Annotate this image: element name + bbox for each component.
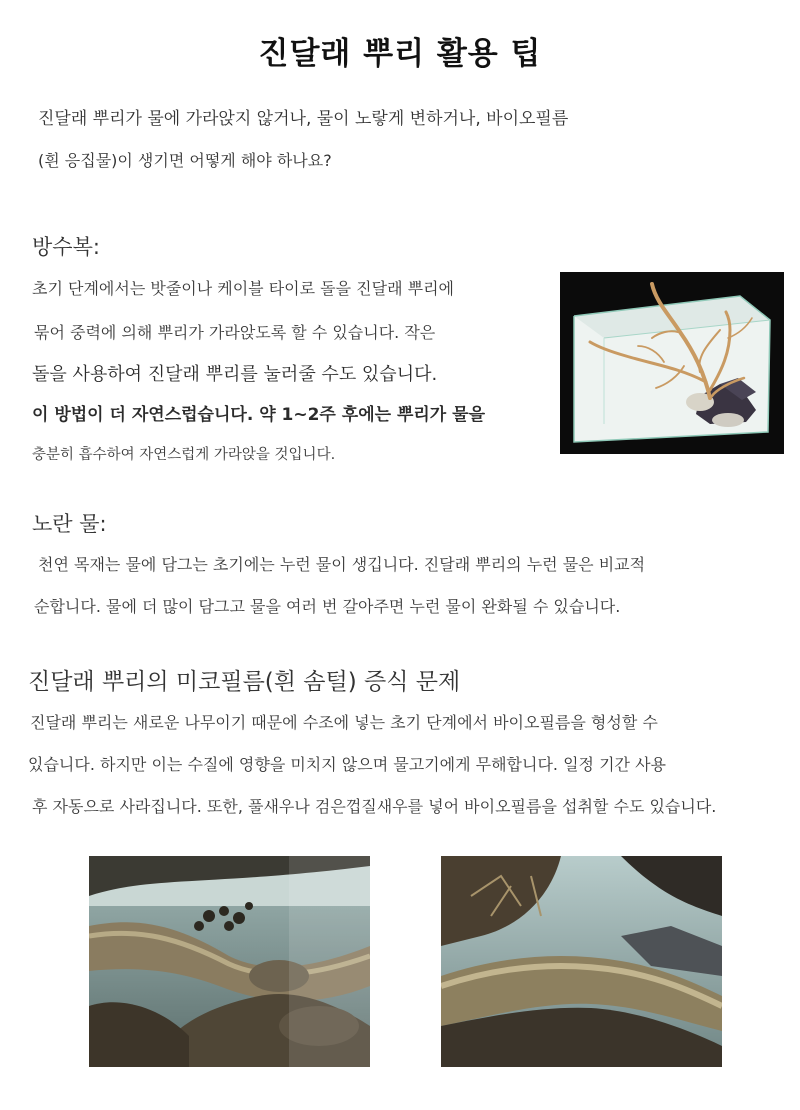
- section-1-line-4: 이 방법이 더 자연스럽습니다. 약 1~2주 후에는 뿌리가 물을: [32, 405, 485, 425]
- biofilm-root-photo-left: [89, 856, 370, 1067]
- section-heading-biofilm: 진달래 뿌리의 미코필름(흰 솜털) 증식 문제: [28, 669, 461, 695]
- section-1-line-5: 충분히 흡수하여 자연스럽게 가라앉을 것입니다.: [32, 447, 336, 463]
- section-1-line-1: 초기 단계에서는 밧줄이나 케이블 타이로 돌을 진달래 뿌리에: [32, 279, 455, 298]
- section-3-line-2: 있습니다. 하지만 이는 수질에 영향을 미치지 않으며 물고기에게 무해합니다. 일정 기간 사용: [28, 755, 666, 774]
- section-3-line-3: 후 자동으로 사라집니다. 또한, 풀새우나 검은껍질새우를 넣어 바이오필름을 섭취할 수도 있습니다.: [32, 797, 717, 816]
- section-2-line-2: 순합니다. 물에 더 많이 담그고 물을 여러 번 갈아주면 누런 물이 완화될 수 있습니다.: [34, 597, 621, 616]
- section-2-line-1: 천연 목재는 물에 담그는 초기에는 누런 물이 생깁니다. 진달래 뿌리의 누런 물은 비교적: [38, 555, 646, 574]
- biofilm-root-photo-right: [441, 856, 722, 1067]
- question-line-2: (흰 응집물)이 생기면 어떻게 해야 하나요?: [38, 151, 332, 170]
- section-heading-weighting: 방수복:: [32, 235, 100, 259]
- section-3-line-1: 진달래 뿌리는 새로운 나무이기 때문에 수조에 넣는 초기 단계에서 바이오필름을 형성할 수: [30, 713, 658, 732]
- section-1-line-2: 묶어 중력에 의해 뿌리가 가라앉도록 할 수 있습니다. 작은: [34, 323, 436, 342]
- question-line-1: 진달래 뿌리가 물에 가라앉지 않거나, 물이 노랗게 변하거나, 바이오필름: [38, 109, 569, 129]
- aquarium-driftwood-photo: [560, 272, 784, 454]
- section-1-line-3: 돌을 사용하여 진달래 뿌리를 눌러줄 수도 있습니다.: [32, 364, 438, 385]
- section-heading-yellow-water: 노란 물:: [32, 512, 107, 536]
- page-title: 진달래 뿌리 활용 팁: [258, 36, 542, 72]
